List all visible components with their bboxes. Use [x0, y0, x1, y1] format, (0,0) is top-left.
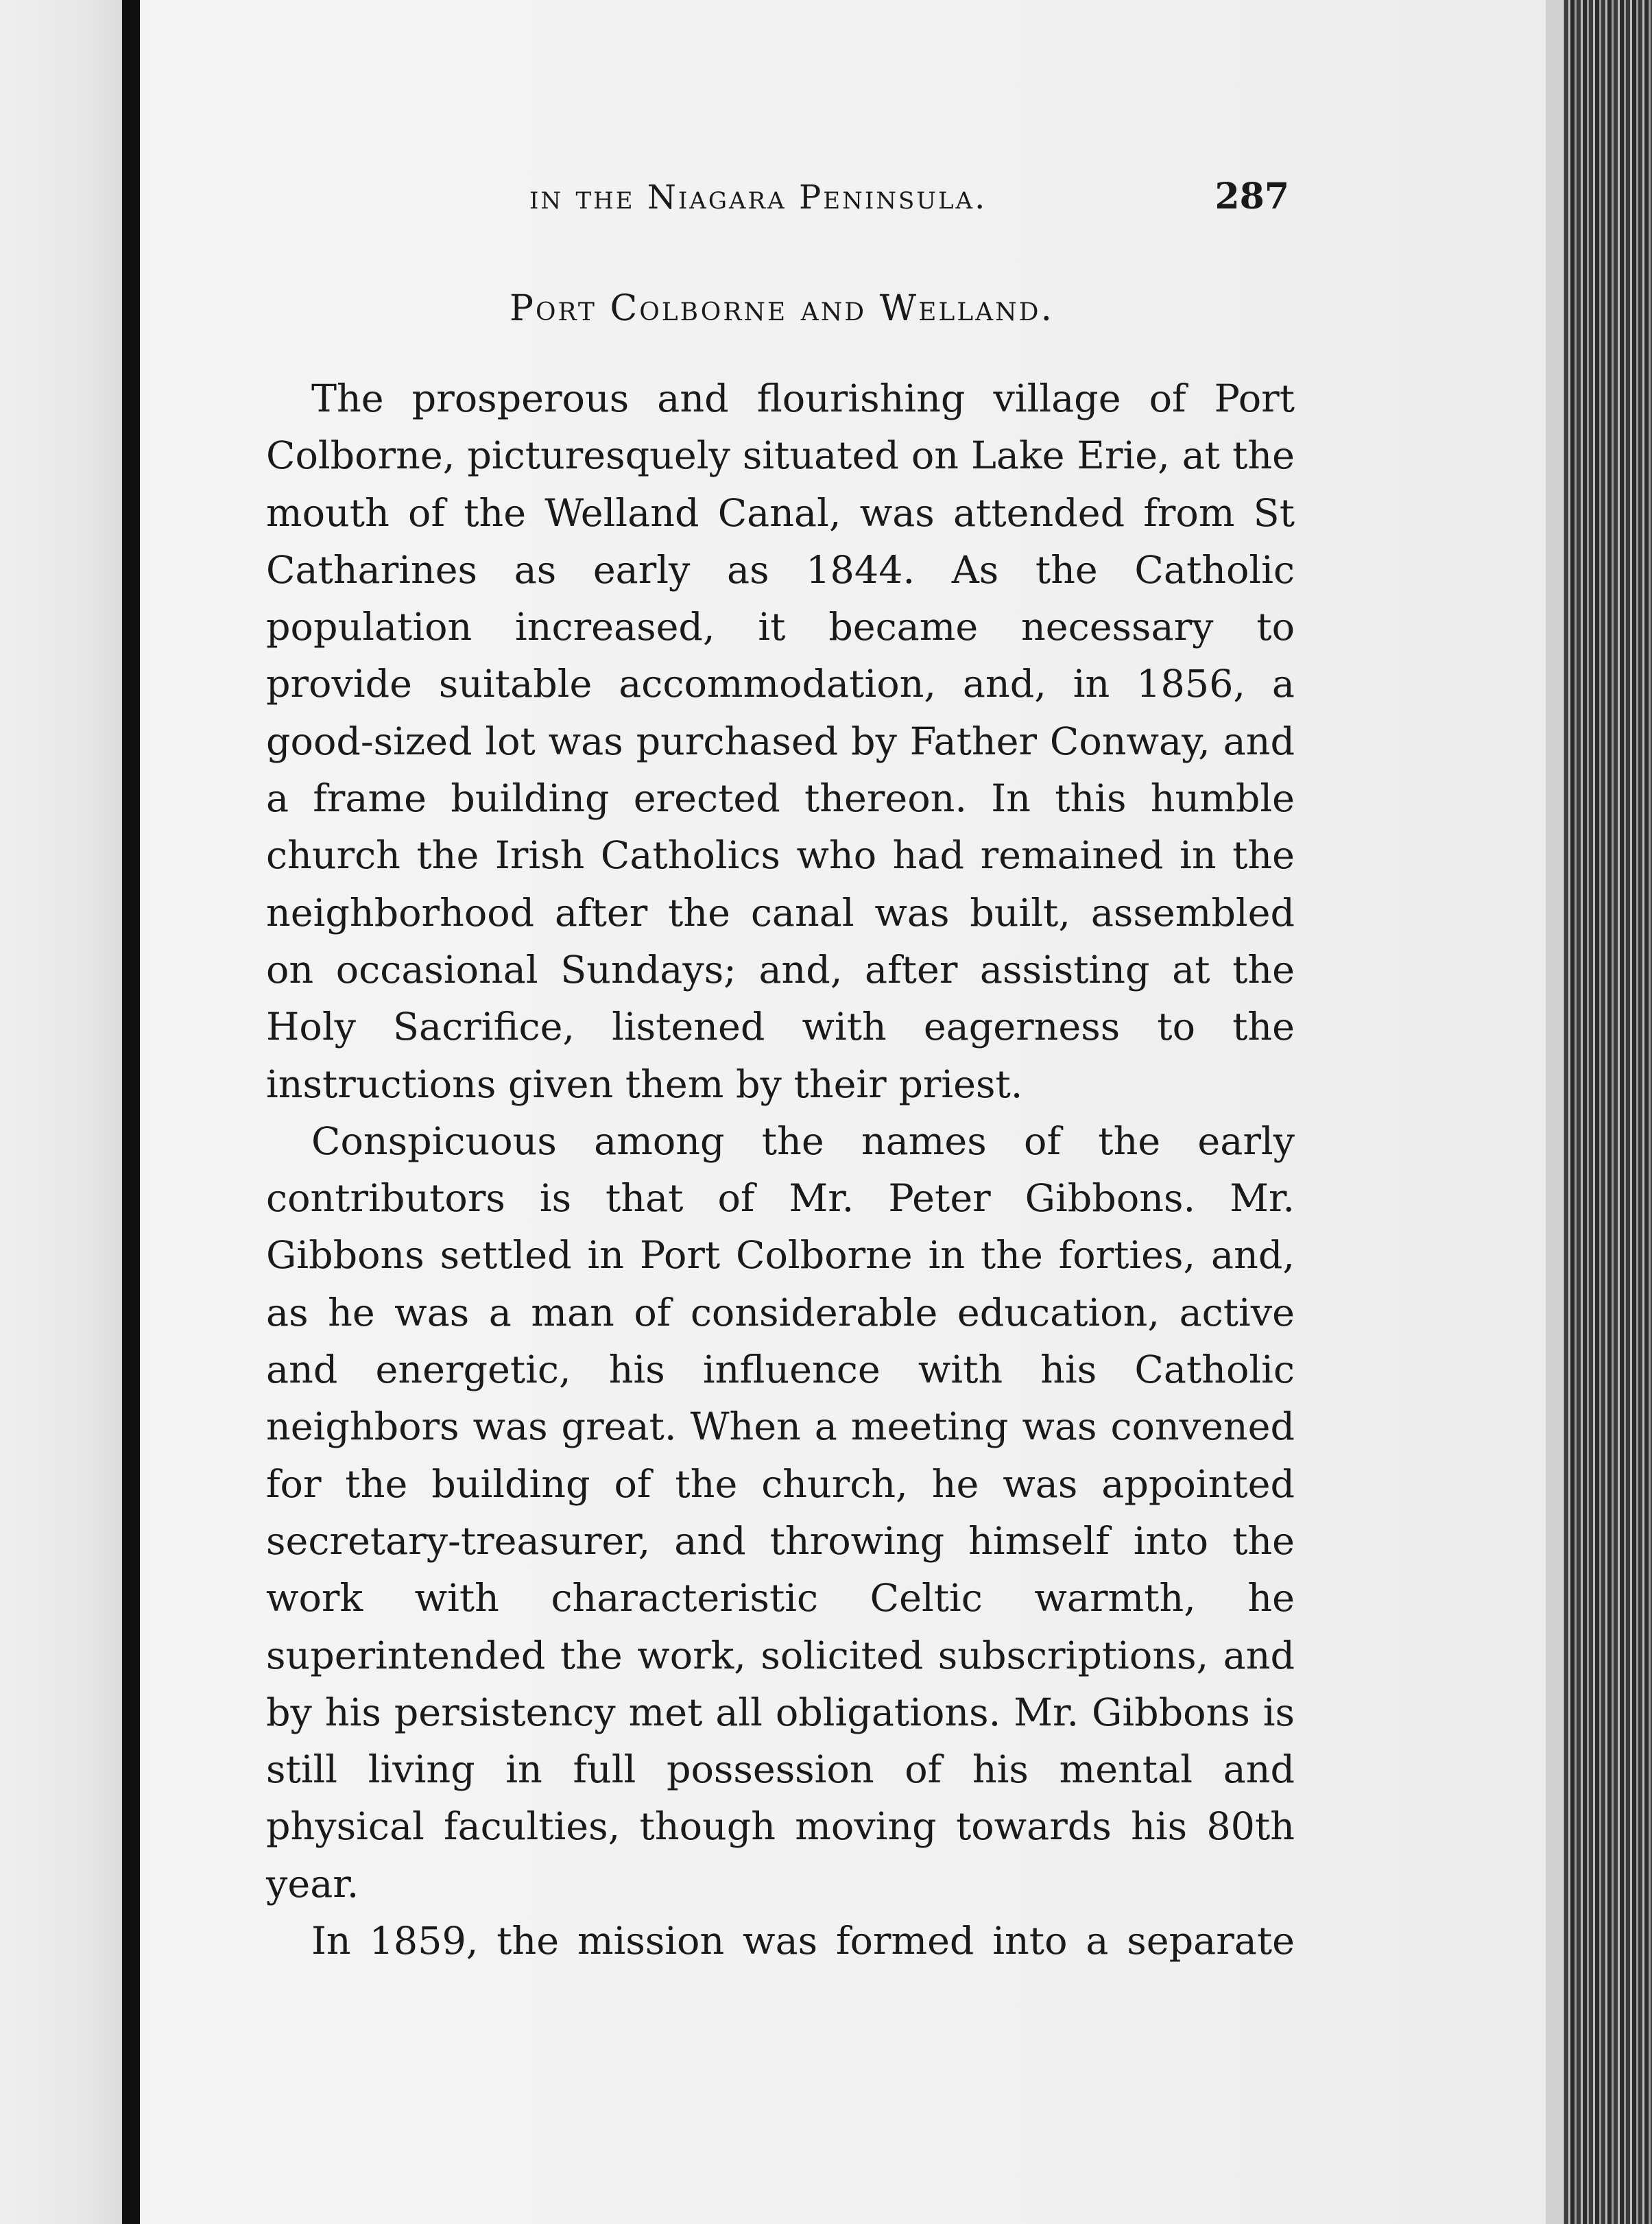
paragraph-2: Conspicuous among the names of the early contributors is that of Mr. Peter Gibbons. Mr. Gibbons settled in Port Colborne in the forties, and, as he was a man of considerable education, active and energetic, his influence with his Catholic neighbors was great. When a meeting was convened for the building of the church, he was appointed secretary-treasurer, and throwing himself into the work with characteristic Celtic warmth, he superintended the work, solicited subscriptions, and by his persistency met all obligations. Mr. Gibbons is still living in full possession of his mental and physical faculties, though moving towards his 80th year. — [266, 1119, 1295, 1906]
paragraph-1: The prosperous and flourishing village of Port Colborne, picturesquely situated on Lake Erie, at the mouth of the Welland Canal, was attended from St Catharines as early as 1844. As the Catholic population increased, it became necessary to provide suitable accommodation, and, in 1856, a good-sized lot was purchased by Father Conway, and a frame building erected thereon. In this humble church the Irish Catholics who had remained in the neighborhood after the canal was built, assembled on occasional Sundays; and, after assisting at the Holy Sacrifice, listened with eagerness to the instructions given them by their priest. — [266, 376, 1295, 1107]
paragraph-3: In 1859, the mission was formed into a separate — [311, 1919, 1295, 1964]
body-text — [266, 370, 1295, 1970]
running-head — [274, 178, 1289, 233]
page-number: 287 — [1214, 176, 1289, 217]
section-heading: Port Colborne and Welland. — [509, 288, 1055, 329]
running-title: in the Niagara Peninsula. — [529, 178, 987, 217]
book-gutter — [122, 0, 140, 2224]
facing-page-margin — [0, 0, 130, 2224]
page-edges — [1546, 0, 1652, 2224]
